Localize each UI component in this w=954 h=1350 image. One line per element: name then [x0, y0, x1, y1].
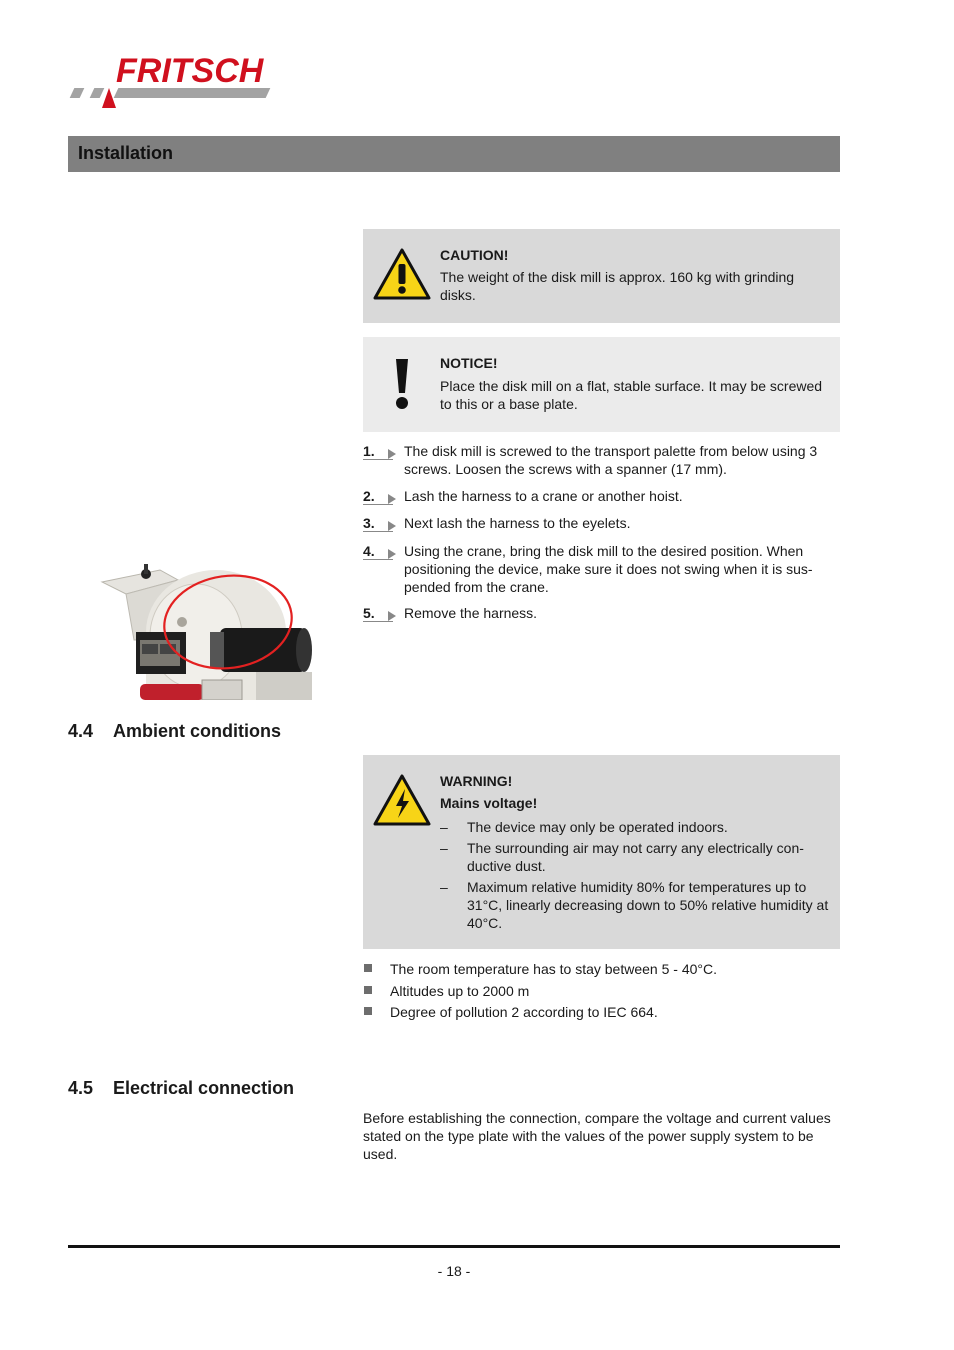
step-text: Using the crane, bring the disk mill to the desired position. When positioning the device, make sure it does not swing when it is sus-pended from the crane. [404, 543, 813, 595]
step-number: 3. [363, 514, 393, 532]
bullet-item: Altitudes up to 2000 m [363, 982, 840, 1000]
step-arrow-icon [388, 494, 396, 504]
step-number: 1. [363, 442, 393, 460]
warning-list [440, 818, 830, 935]
warning-list-item: – The device may only be operated indoors. [440, 818, 830, 836]
electric-hazard-icon [372, 773, 432, 827]
step-arrow-icon [388, 611, 396, 621]
step-text: Lash the harness to a crane or another hoist. [404, 488, 683, 504]
step-arrow-icon [388, 521, 396, 531]
logo-text: FRITSCH [116, 52, 264, 90]
heading-ambient-conditions [68, 721, 281, 742]
notice-box [363, 337, 840, 432]
warning-heading: WARNING! [440, 773, 513, 789]
page-number: - 18 - [437, 1263, 471, 1279]
heading-electrical-connection [68, 1078, 294, 1099]
warning-subheading: Mains voltage! [440, 795, 538, 811]
fritsch-logo [66, 50, 286, 112]
step-text: Remove the harness. [404, 605, 538, 621]
bullet-item: Degree of pollution 2 according to IEC 664. [363, 1003, 840, 1021]
electrical-paragraph: Before establishing the connection, compare the voltage and current values stated on the type plate with the values of the power supply system to be used. [363, 1110, 831, 1162]
warning-triangle-icon [372, 247, 432, 301]
section-title: Installation [78, 143, 174, 163]
warning-list-item: – The surrounding air may not carry any electrically con-ductive dust. [440, 839, 830, 875]
heading-number: 4.5 [68, 1078, 94, 1098]
step-arrow-icon [388, 449, 396, 459]
logo-red-marker-icon [102, 88, 116, 108]
step-text: The disk mill is screwed to the transport palette from below using 3 screws. Loosen the screws with a spanner (17 mm). [404, 443, 818, 477]
section-header [68, 136, 840, 172]
step-number: 2. [363, 487, 393, 505]
bullet-item: The room temperature has to stay between 5 - 40°C. [363, 960, 840, 978]
footer-rule [68, 1245, 840, 1248]
heading-number: 4.4 [68, 721, 94, 741]
step-text: Next lash the harness to the eyelets. [404, 515, 631, 531]
caution-text: The weight of the disk mill is approx. 160 kg with grinding disks. [440, 269, 795, 303]
warning-box [363, 755, 840, 949]
warning-list-item: – Maximum relative humidity 80% for temperatures up to 31°C, linearly decreasing down to 50% relative humidity at 40°C. [440, 878, 830, 932]
step-arrow-icon [388, 549, 396, 559]
caution-heading: CAUTION! [440, 247, 509, 263]
step-number: 5. [363, 604, 393, 622]
notice-heading: NOTICE! [440, 355, 498, 371]
heading-text: Ambient conditions [113, 721, 281, 741]
exclamation-icon [393, 357, 411, 411]
caution-box [363, 229, 840, 323]
ambient-bullets [363, 960, 840, 1025]
disk-mill-photo [96, 540, 328, 700]
step-number: 4. [363, 542, 393, 560]
notice-text: Place the disk mill on a flat, stable surface. It may be screwed to this or a base plate. [440, 378, 823, 412]
heading-text: Electrical connection [113, 1078, 295, 1098]
